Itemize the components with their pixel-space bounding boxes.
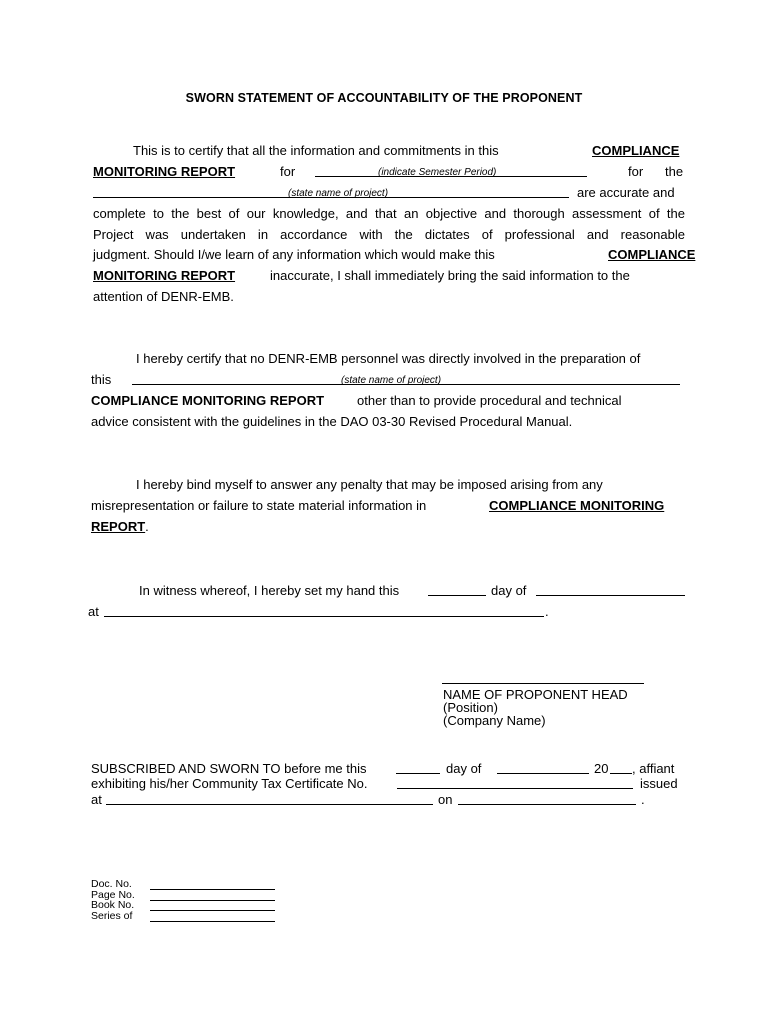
project-name-hint-2: (state name of project): [341, 375, 442, 386]
issued-date-blank[interactable]: [458, 792, 636, 805]
year-prefix: 20: [594, 761, 609, 776]
issued-on-text: on: [438, 792, 453, 807]
year-blank[interactable]: [610, 761, 632, 774]
book-no-label: Book No.: [91, 899, 135, 911]
p1-line-5: Project was undertaken in accordance with the dictates of professional and reasonable: [93, 227, 685, 242]
compliance-label: COMPLIANCE: [592, 143, 680, 158]
doc-no-blank[interactable]: [150, 889, 275, 890]
compliance-monitoring-label-3: COMPLIANCE MONITORING: [489, 498, 665, 513]
affiant-text: , affiant: [632, 761, 675, 776]
issued-at-text: at: [91, 792, 102, 807]
month-blank[interactable]: [536, 583, 685, 596]
p3-line-3: [91, 519, 149, 534]
subscribed-line-2: [91, 776, 681, 791]
proponent-head-name: NAME OF PROPONENT HEAD: [443, 687, 628, 702]
p1-line-7: [93, 268, 685, 283]
page-no-label: Page No.: [91, 889, 135, 901]
witness-line-2: [88, 604, 558, 619]
series-of-blank[interactable]: [150, 921, 275, 922]
witness-day-of-text: day of: [491, 583, 527, 598]
p1-line-4: complete to the best of our knowledge, and that an objective and thorough assessment of the: [93, 206, 685, 221]
p1-line-1: [133, 143, 680, 158]
issued-period: .: [641, 792, 645, 807]
sworn-day-of-text: day of: [446, 761, 482, 776]
p1-line-6: [93, 247, 696, 262]
sworn-month-blank[interactable]: [497, 761, 589, 774]
report-label-3: REPORT: [91, 519, 146, 534]
p1-for-text: for: [280, 164, 296, 179]
issued-text: issued: [640, 776, 678, 791]
monitoring-report-label-2: MONITORING REPORT: [93, 268, 236, 283]
p2-line-2: [91, 372, 685, 387]
book-no-blank[interactable]: [150, 910, 275, 911]
issued-place-blank[interactable]: [106, 792, 433, 805]
p3-period: .: [145, 519, 149, 534]
p2-other-than-text: other than to provide procedural and technical: [357, 393, 622, 408]
witness-period: .: [545, 604, 549, 619]
subscribed-text: SUBSCRIBED AND SWORN TO before me this: [91, 761, 367, 776]
p2-line-1: I hereby certify that no DENR-EMB personnel was directly involved in the preparation of: [136, 351, 641, 366]
p1-line-2: [93, 164, 685, 179]
witness-text: In witness whereof, I hereby set my hand this: [139, 583, 400, 598]
compliance-label-2: COMPLIANCE: [608, 247, 696, 262]
page-no-blank[interactable]: [150, 900, 275, 901]
signature-line[interactable]: [442, 683, 644, 684]
p1-accurate-text: are accurate and: [577, 185, 675, 200]
p3-line-2: [91, 498, 685, 513]
subscribed-line-3: [91, 792, 651, 807]
p1-inaccurate-text: inaccurate, I shall immediately bring the said information to the: [270, 268, 630, 283]
day-blank[interactable]: [428, 583, 486, 596]
p2-line-4: advice consistent with the guidelines in the DAO 03-30 Revised Procedural Manual.: [91, 414, 573, 429]
p2-this-text: this: [91, 372, 112, 387]
proponent-company: (Company Name): [443, 713, 546, 728]
doc-no-label: Doc. No.: [91, 878, 132, 890]
p1-the-text: the: [665, 164, 684, 179]
p3-line-1: I hereby bind myself to answer any penalty that may be imposed arising from any: [136, 477, 603, 492]
semester-period-hint: (indicate Semester Period): [378, 167, 497, 178]
p1-for-text-2: for: [628, 164, 644, 179]
ctc-text: exhibiting his/her Community Tax Certificate No.: [91, 776, 368, 791]
compliance-monitoring-report-label: COMPLIANCE MONITORING REPORT: [91, 393, 325, 408]
sworn-day-blank[interactable]: [396, 761, 440, 774]
place-blank[interactable]: [104, 604, 544, 617]
monitoring-report-label: MONITORING REPORT: [93, 164, 236, 179]
p3-misrepresentation-text: misrepresentation or failure to state material information in: [91, 498, 427, 513]
p1-text: This is to certify that all the information and commitments in this: [133, 143, 499, 158]
p1-line-8: attention of DENR-EMB.: [93, 289, 234, 304]
p1-judgment-text: judgment. Should I/we learn of any information which would make this: [93, 247, 495, 262]
series-of-label: Series of: [91, 910, 133, 922]
ctc-number-blank[interactable]: [397, 776, 633, 789]
witness-line-1: [139, 583, 685, 598]
p2-line-3: [91, 393, 685, 408]
proponent-position: (Position): [443, 700, 498, 715]
subscribed-line-1: [91, 761, 681, 776]
document-title: SWORN STATEMENT OF ACCOUNTABILITY OF THE PROPONENT: [185, 91, 583, 105]
project-name-hint: (state name of project): [288, 188, 389, 199]
witness-at-text: at: [88, 604, 99, 619]
